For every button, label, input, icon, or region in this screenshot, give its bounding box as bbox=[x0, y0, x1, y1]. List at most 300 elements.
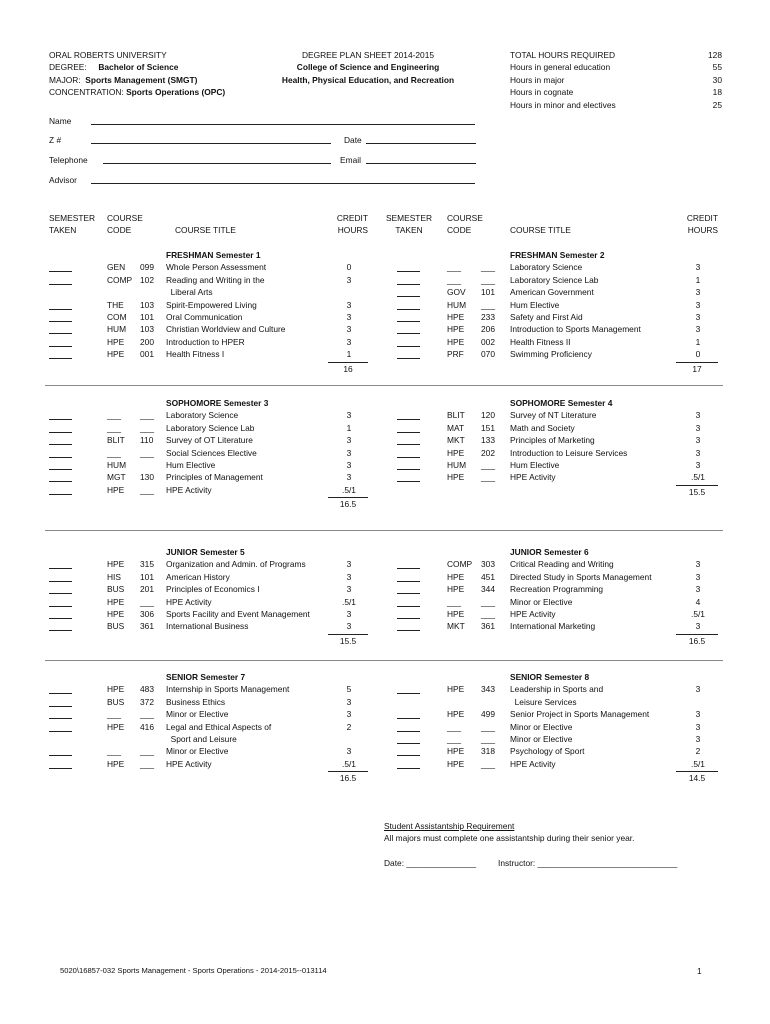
semester-title: FRESHMAN Semester 2 bbox=[510, 250, 605, 260]
assistantship-title: Student Assistantship Requirement bbox=[384, 821, 515, 831]
col-course-code-2: COURSE CODE bbox=[447, 213, 483, 235]
hours-summary bbox=[510, 49, 722, 111]
course-number: 306 bbox=[140, 609, 154, 619]
course-dept: ___ bbox=[447, 721, 461, 732]
name-field[interactable]: Name bbox=[49, 117, 475, 125]
credit-hours: 2 bbox=[695, 746, 701, 757]
course-number: 120 bbox=[481, 410, 495, 421]
credit-hours: 3 bbox=[346, 609, 352, 619]
course-title: Sports Facility and Event Management bbox=[166, 609, 310, 619]
sheet-title: DEGREE PLAN SHEET 2014-2015 bbox=[301, 50, 435, 60]
course-dept: HUM bbox=[447, 460, 467, 470]
semester-taken-blank[interactable] bbox=[49, 685, 72, 694]
course-title: Legal and Ethical Aspects of bbox=[166, 721, 272, 732]
semester-taken-blank[interactable] bbox=[397, 685, 420, 694]
semester-taken-blank[interactable] bbox=[49, 276, 72, 285]
major-value: Sports Management (SMGT) bbox=[85, 74, 198, 85]
course-number: 151 bbox=[481, 422, 495, 433]
semester-taken-blank[interactable] bbox=[397, 473, 420, 482]
course-dept: ___ bbox=[447, 734, 461, 744]
semester-taken-blank[interactable] bbox=[49, 698, 72, 707]
credit-hours: 3 bbox=[695, 410, 701, 421]
semester-total: 15.5 bbox=[328, 634, 368, 645]
credit-hours: 3 bbox=[346, 746, 352, 757]
course-title: Whole Person Assessment bbox=[166, 262, 267, 273]
course-dept: GOV bbox=[447, 287, 466, 298]
course-title: Sport and Leisure bbox=[166, 734, 237, 744]
hours-summary-label: TOTAL HOURS REQUIRED bbox=[510, 50, 616, 60]
course-number: 343 bbox=[481, 684, 495, 695]
course-title: Minor or Elective bbox=[510, 721, 573, 732]
course-dept: HPE bbox=[447, 758, 465, 769]
course-dept: BUS bbox=[107, 621, 125, 632]
semester-taken-blank[interactable] bbox=[49, 560, 72, 569]
credit-hours: 3 bbox=[695, 312, 701, 322]
semester-total: 14.5 bbox=[676, 771, 718, 782]
course-dept: HPE bbox=[107, 484, 125, 495]
semester-total: 15.5 bbox=[676, 485, 718, 496]
semester-taken-blank[interactable] bbox=[49, 338, 72, 347]
semester-taken-blank[interactable] bbox=[49, 723, 72, 732]
hours-summary-value: 128 bbox=[708, 50, 722, 60]
semester-taken-blank[interactable] bbox=[397, 723, 420, 732]
course-title: HPE Activity bbox=[166, 484, 212, 495]
semester-taken-blank[interactable] bbox=[397, 350, 420, 359]
semester-taken-blank[interactable] bbox=[49, 263, 72, 272]
semester-total: 16.5 bbox=[328, 497, 368, 508]
course-dept: HPE bbox=[107, 684, 125, 695]
credit-hours: 3 bbox=[346, 559, 352, 570]
hours-summary-label: Hours in general education bbox=[510, 62, 611, 73]
credit-hours: 3 bbox=[346, 571, 352, 582]
hours-summary-row bbox=[510, 49, 722, 61]
semester-taken-blank[interactable] bbox=[49, 411, 72, 420]
credit-hours: .5/1 bbox=[691, 472, 705, 483]
course-number: 130 bbox=[140, 472, 154, 483]
course-title: American History bbox=[166, 571, 230, 582]
course-title: International Marketing bbox=[510, 621, 596, 632]
credit-hours: 3 bbox=[346, 324, 352, 335]
semester-title: SENIOR Semester 7 bbox=[166, 672, 246, 682]
course-number: ___ bbox=[481, 460, 495, 470]
credit-hours: 4 bbox=[695, 596, 701, 607]
concentration-line: CONCENTRATION: Sports Operations (OPC) bbox=[49, 87, 226, 98]
credit-hours: 3 bbox=[695, 721, 701, 732]
course-number: 200 bbox=[140, 336, 154, 347]
course-dept: HUM bbox=[107, 324, 127, 335]
course-number: ___ bbox=[140, 484, 154, 495]
course-number: 099 bbox=[140, 262, 154, 273]
credit-hours: 3 bbox=[346, 435, 352, 446]
semester-taken-blank[interactable] bbox=[397, 560, 420, 569]
course-title: Minor or Elective bbox=[510, 734, 573, 744]
degree-line: DEGREE: Bachelor of Science bbox=[49, 62, 179, 73]
course-title: Laboratory Science bbox=[166, 410, 239, 421]
email-field[interactable]: Email bbox=[340, 156, 476, 164]
semester-taken-blank[interactable] bbox=[49, 350, 72, 359]
course-title: Survey of OT Literature bbox=[166, 435, 253, 446]
course-dept: ___ bbox=[447, 262, 461, 273]
semester-taken-blank[interactable] bbox=[397, 735, 420, 744]
col-semester-taken: SEMESTER TAKEN bbox=[49, 213, 96, 235]
course-title: Principles of Marketing bbox=[510, 435, 595, 446]
course-number: 101 bbox=[481, 287, 495, 298]
course-dept: HUM bbox=[447, 299, 467, 310]
course-title: Math and Society bbox=[510, 422, 575, 433]
semester-taken-blank[interactable] bbox=[397, 263, 420, 272]
course-number: 499 bbox=[481, 709, 495, 720]
credit-hours: 3 bbox=[695, 460, 701, 470]
course-dept: ___ bbox=[447, 274, 461, 285]
course-dept: HPE bbox=[107, 336, 125, 347]
semester-taken-blank[interactable] bbox=[49, 424, 72, 433]
semester-taken-blank[interactable] bbox=[397, 710, 420, 719]
course-title: Survey of NT Literature bbox=[510, 410, 597, 421]
course-number: 110 bbox=[140, 435, 154, 446]
semester-taken-blank[interactable] bbox=[49, 301, 72, 310]
col-course-title: COURSE TITLE bbox=[175, 225, 236, 235]
semester-taken-blank[interactable] bbox=[49, 622, 72, 631]
credit-hours: 1 bbox=[346, 349, 352, 360]
credit-hours: 3 bbox=[695, 287, 701, 298]
hours-summary-value: 18 bbox=[712, 87, 722, 98]
assistantship-text: All majors must complete one assistantship during their senior year. bbox=[384, 833, 635, 843]
course-title: Senior Project in Sports Management bbox=[510, 709, 650, 720]
course-dept: HPE bbox=[107, 596, 125, 607]
course-number: ___ bbox=[140, 746, 154, 757]
hours-summary-row bbox=[510, 74, 722, 86]
semester-taken-blank[interactable] bbox=[397, 461, 420, 470]
credit-hours: .5/1 bbox=[342, 484, 356, 495]
semester-taken-blank[interactable] bbox=[397, 411, 420, 420]
course-number: ___ bbox=[481, 262, 495, 273]
course-number: 133 bbox=[481, 435, 495, 446]
semester-title: JUNIOR Semester 6 bbox=[510, 547, 589, 557]
course-title: Laboratory Science Lab bbox=[166, 422, 255, 433]
hours-summary-value: 30 bbox=[712, 74, 722, 85]
course-title: Psychology of Sport bbox=[510, 746, 585, 757]
semester-total: 16.5 bbox=[328, 771, 368, 782]
hours-summary-value: 25 bbox=[712, 99, 722, 110]
course-title: Health Fitness I bbox=[166, 349, 225, 360]
course-number: ___ bbox=[481, 609, 495, 619]
credit-hours: 3 bbox=[695, 734, 701, 744]
course-title: Hum Elective bbox=[510, 299, 560, 310]
semester-taken-blank[interactable] bbox=[49, 585, 72, 594]
semester-taken-blank[interactable] bbox=[49, 461, 72, 470]
course-dept: ___ bbox=[107, 447, 121, 458]
semester-title: FRESHMAN Semester 1 bbox=[166, 250, 261, 260]
telephone-field[interactable]: Telephone bbox=[49, 156, 331, 164]
semester-title: SENIOR Semester 8 bbox=[510, 672, 590, 682]
course-number: ___ bbox=[481, 299, 495, 310]
col-course-title-2: COURSE TITLE bbox=[510, 225, 571, 235]
course-number: ___ bbox=[140, 758, 154, 769]
course-title: Health Fitness II bbox=[510, 336, 571, 347]
date-field[interactable]: Date bbox=[344, 136, 476, 144]
credit-hours: 0 bbox=[346, 262, 352, 273]
semester-taken-blank[interactable] bbox=[49, 573, 72, 582]
course-title: Spirit-Empowered Living bbox=[166, 299, 257, 310]
credit-hours: 3 bbox=[695, 709, 701, 720]
credit-hours: 3 bbox=[346, 274, 352, 285]
course-dept: HPE bbox=[107, 559, 125, 570]
course-number: ___ bbox=[140, 410, 154, 421]
semester-taken-blank[interactable] bbox=[49, 449, 72, 458]
course-number: 001 bbox=[140, 349, 154, 360]
credit-hours: 3 bbox=[346, 299, 352, 310]
semester-taken-blank[interactable] bbox=[397, 573, 420, 582]
semester-taken-blank[interactable] bbox=[397, 610, 420, 619]
course-title: HPE Activity bbox=[510, 609, 556, 619]
course-number: ___ bbox=[481, 734, 495, 744]
course-title: Minor or Elective bbox=[166, 709, 229, 720]
semester-taken-blank[interactable] bbox=[397, 760, 420, 769]
credit-hours: 0 bbox=[695, 349, 701, 360]
course-dept: BLIT bbox=[447, 410, 465, 421]
course-dept: ___ bbox=[447, 596, 461, 607]
course-dept: MAT bbox=[447, 422, 465, 433]
course-dept: COMP bbox=[107, 274, 133, 285]
course-number: 102 bbox=[140, 274, 154, 285]
credit-hours: 3 bbox=[695, 422, 701, 433]
course-dept: MGT bbox=[107, 472, 126, 483]
course-title: HPE Activity bbox=[510, 758, 556, 769]
course-number: 315 bbox=[140, 559, 154, 570]
concentration-value: Sports Operations (OPC) bbox=[126, 87, 226, 98]
course-dept: HPE bbox=[107, 758, 125, 769]
semester-taken-blank[interactable] bbox=[49, 598, 72, 607]
semester-title: SOPHOMORE Semester 4 bbox=[510, 398, 613, 408]
semester-title: JUNIOR Semester 5 bbox=[166, 547, 245, 557]
course-dept: THE bbox=[107, 299, 124, 310]
semester-taken-blank[interactable] bbox=[397, 288, 420, 297]
sheet-heading bbox=[262, 49, 474, 86]
semester-taken-blank[interactable] bbox=[397, 338, 420, 347]
course-number: ___ bbox=[481, 274, 495, 285]
course-number: 318 bbox=[481, 746, 495, 757]
semester-total: 16 bbox=[328, 362, 368, 373]
semester-taken-blank[interactable] bbox=[49, 710, 72, 719]
course-dept: ___ bbox=[107, 422, 121, 433]
credit-hours: 3 bbox=[346, 312, 352, 322]
course-title: Social Sciences Elective bbox=[166, 447, 257, 458]
credit-hours: 1 bbox=[346, 422, 352, 433]
course-number: ___ bbox=[140, 596, 154, 607]
semester-taken-blank[interactable] bbox=[397, 313, 420, 322]
course-number: 201 bbox=[140, 584, 154, 595]
divider bbox=[45, 385, 723, 386]
credit-hours: .5/1 bbox=[691, 758, 705, 769]
hours-summary-label: Hours in major bbox=[510, 74, 565, 85]
course-dept: HPE bbox=[107, 609, 125, 619]
semester-taken-blank[interactable] bbox=[397, 585, 420, 594]
course-title: Laboratory Science bbox=[510, 262, 583, 273]
semester-taken-blank[interactable] bbox=[397, 449, 420, 458]
course-number: 361 bbox=[481, 621, 495, 632]
semester-taken-blank[interactable] bbox=[49, 760, 72, 769]
hours-summary-value: 55 bbox=[712, 62, 722, 73]
course-number: 372 bbox=[140, 696, 154, 707]
course-dept: BUS bbox=[107, 696, 125, 707]
course-number: 361 bbox=[140, 621, 154, 632]
credit-hours: 3 bbox=[695, 447, 701, 458]
semester-taken-blank[interactable] bbox=[49, 610, 72, 619]
course-dept: MKT bbox=[447, 435, 465, 446]
credit-hours: 1 bbox=[695, 274, 701, 285]
course-dept: COM bbox=[107, 312, 127, 322]
college-name: College of Science and Engineering bbox=[296, 62, 440, 73]
col-semester-taken-2: SEMESTER TAKEN bbox=[385, 213, 433, 235]
course-dept: ___ bbox=[107, 410, 121, 421]
course-title: Leisure Services bbox=[510, 696, 577, 707]
course-title: Safety and First Aid bbox=[510, 312, 583, 322]
credit-hours: 3 bbox=[695, 571, 701, 582]
course-title: Principles of Economics I bbox=[166, 584, 260, 595]
semester-taken-blank[interactable] bbox=[397, 747, 420, 756]
col-course-code: COURSE CODE bbox=[107, 213, 143, 235]
course-number: 483 bbox=[140, 684, 154, 695]
course-title: Reading and Writing in the bbox=[166, 274, 265, 285]
semester-taken-blank[interactable] bbox=[397, 436, 420, 445]
course-dept: MKT bbox=[447, 621, 465, 632]
semester-total: 16.5 bbox=[676, 634, 718, 645]
course-number: 103 bbox=[140, 324, 154, 335]
course-dept: HPE bbox=[447, 584, 465, 595]
credit-hours: 3 bbox=[346, 410, 352, 421]
course-dept: HPE bbox=[107, 349, 125, 360]
hours-summary-row bbox=[510, 99, 722, 111]
course-title: Organization and Admin. of Programs bbox=[166, 559, 306, 570]
assistantship-date[interactable]: Date: _______________ bbox=[384, 858, 477, 868]
semester-taken-blank[interactable] bbox=[397, 598, 420, 607]
credit-hours: 3 bbox=[695, 684, 701, 695]
course-dept: HPE bbox=[447, 336, 465, 347]
course-dept: GEN bbox=[107, 262, 126, 273]
course-dept: HPE bbox=[107, 721, 125, 732]
credit-hours: 3 bbox=[346, 336, 352, 347]
divider bbox=[45, 660, 723, 661]
course-title: Hum Elective bbox=[510, 460, 560, 470]
course-dept: COMP bbox=[447, 559, 473, 570]
course-number: 070 bbox=[481, 349, 495, 360]
col-credit-hours-2: CREDIT HOURS bbox=[686, 213, 718, 235]
course-dept: HPE bbox=[447, 472, 465, 483]
semester-taken-blank[interactable] bbox=[49, 313, 72, 322]
course-dept: HIS bbox=[107, 571, 121, 582]
course-title: Introduction to HPER bbox=[166, 336, 245, 347]
course-title: Introduction to Sports Management bbox=[510, 324, 641, 335]
course-title: HPE Activity bbox=[166, 596, 212, 607]
course-title: HPE Activity bbox=[166, 758, 212, 769]
z-number-field[interactable]: Z # bbox=[49, 136, 331, 144]
course-number: ___ bbox=[140, 709, 154, 720]
semester-taken-blank[interactable] bbox=[397, 301, 420, 310]
course-title: Critical Reading and Writing bbox=[510, 559, 614, 570]
semester-taken-blank[interactable] bbox=[49, 486, 72, 495]
course-dept: HPE bbox=[447, 684, 465, 695]
course-title: Directed Study in Sports Management bbox=[510, 571, 652, 582]
course-number: 002 bbox=[481, 336, 495, 347]
course-dept: HPE bbox=[447, 447, 465, 458]
credit-hours: 3 bbox=[346, 447, 352, 458]
assistantship-instructor[interactable]: Instructor: ______________________________ bbox=[498, 858, 678, 868]
course-dept: HPE bbox=[447, 571, 465, 582]
course-title: Swimming Proficiency bbox=[510, 349, 592, 360]
course-title: Business Ethics bbox=[166, 696, 226, 707]
program-info bbox=[49, 49, 225, 99]
course-title: Internship in Sports Management bbox=[166, 684, 290, 695]
course-number: ___ bbox=[481, 596, 495, 607]
course-dept: HPE bbox=[447, 709, 465, 720]
credit-hours: 3 bbox=[695, 299, 701, 310]
advisor-field[interactable]: Advisor bbox=[49, 176, 475, 184]
course-dept: HPE bbox=[447, 312, 465, 322]
semester-taken-blank[interactable] bbox=[397, 424, 420, 433]
course-title: Liberal Arts bbox=[166, 287, 213, 298]
semester-taken-blank[interactable] bbox=[49, 325, 72, 334]
credit-hours: .5/1 bbox=[342, 758, 356, 769]
semester-taken-blank[interactable] bbox=[397, 325, 420, 334]
page-number: 1 bbox=[697, 966, 702, 976]
semester-taken-blank[interactable] bbox=[49, 436, 72, 445]
course-dept: BUS bbox=[107, 584, 125, 595]
hours-summary-row bbox=[510, 86, 722, 98]
course-title: Laboratory Science Lab bbox=[510, 274, 599, 285]
semester-taken-blank[interactable] bbox=[49, 747, 72, 756]
course-title: Minor or Elective bbox=[166, 746, 229, 757]
course-dept: HUM bbox=[107, 460, 127, 470]
credit-hours: 5 bbox=[346, 684, 352, 695]
credit-hours: .5/1 bbox=[342, 596, 356, 607]
course-title: Leadership in Sports and bbox=[510, 684, 604, 695]
credit-hours: 3 bbox=[346, 584, 352, 595]
credit-hours: 1 bbox=[695, 336, 701, 347]
credit-hours: 3 bbox=[346, 709, 352, 720]
divider bbox=[45, 530, 723, 531]
credit-hours: 3 bbox=[695, 621, 701, 632]
course-title: Oral Communication bbox=[166, 312, 243, 322]
course-number: 101 bbox=[140, 571, 154, 582]
course-dept: HPE bbox=[447, 746, 465, 757]
hours-summary-label: Hours in cognate bbox=[510, 87, 574, 98]
semester-taken-blank[interactable] bbox=[397, 622, 420, 631]
course-dept: HPE bbox=[447, 609, 465, 619]
semester-taken-blank[interactable] bbox=[397, 276, 420, 285]
course-number: 202 bbox=[481, 447, 495, 458]
course-number: 344 bbox=[481, 584, 495, 595]
hours-summary-row bbox=[510, 61, 722, 73]
university-name: ORAL ROBERTS UNIVERSITY bbox=[49, 50, 167, 60]
course-dept: ___ bbox=[107, 746, 121, 757]
course-number: 206 bbox=[481, 324, 495, 335]
credit-hours: 2 bbox=[346, 721, 352, 732]
col-credit-hours: CREDIT HOURS bbox=[336, 213, 368, 235]
course-title: Recreation Programming bbox=[510, 584, 604, 595]
credit-hours: 3 bbox=[695, 559, 701, 570]
course-title: Christian Worldview and Culture bbox=[166, 324, 286, 335]
course-number: 101 bbox=[140, 312, 154, 322]
course-number: 303 bbox=[481, 559, 495, 570]
credit-hours: 3 bbox=[346, 460, 352, 470]
semester-taken-blank[interactable] bbox=[49, 473, 72, 482]
credit-hours: 3 bbox=[695, 435, 701, 446]
major-line: MAJOR: Sports Management (SMGT) bbox=[49, 74, 198, 85]
degree-value: Bachelor of Science bbox=[98, 62, 179, 73]
course-number: ___ bbox=[481, 472, 495, 483]
semester-title: SOPHOMORE Semester 3 bbox=[166, 398, 269, 408]
course-number: 103 bbox=[140, 299, 154, 310]
